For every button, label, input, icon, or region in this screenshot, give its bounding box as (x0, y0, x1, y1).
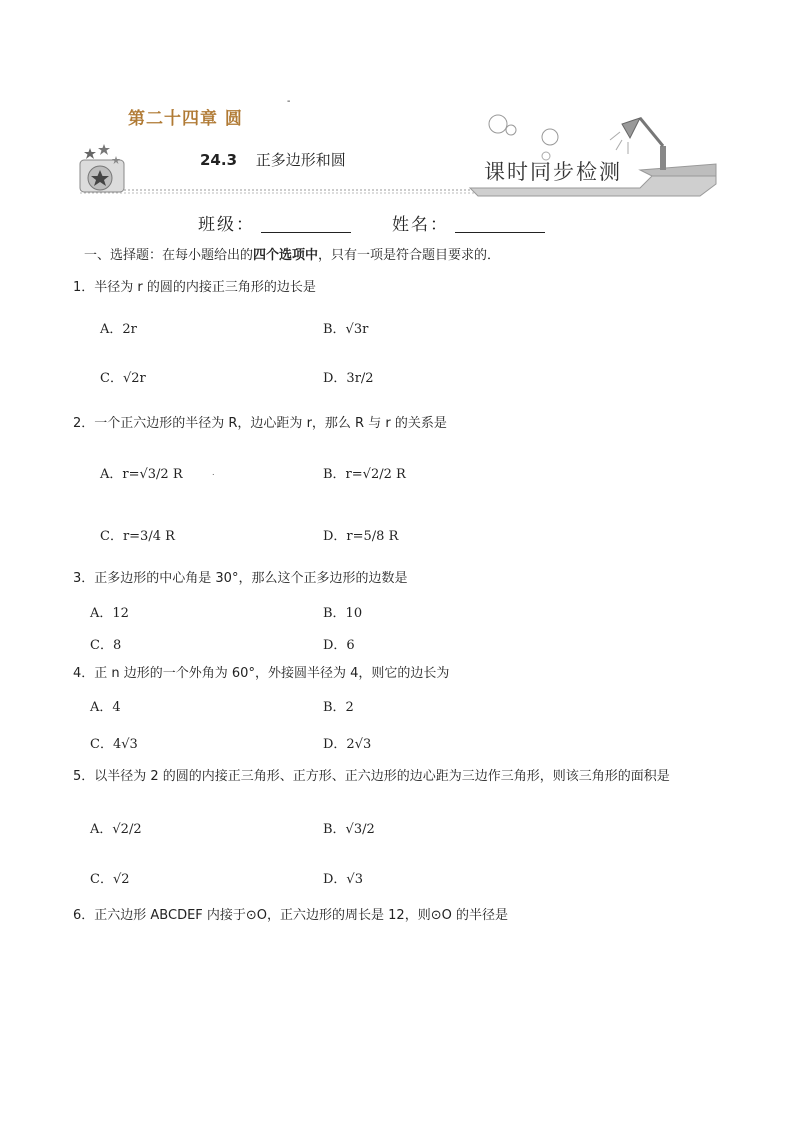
question-5-option-b[interactable]: B．√3/2 (323, 822, 375, 837)
question-2-option-c[interactable]: C．r=3/4 R (100, 529, 175, 544)
question-2-option-a[interactable]: A．r=√3/2 R (100, 467, 183, 482)
name-blank[interactable] (455, 216, 545, 233)
question-4-option-b[interactable]: B．2 (323, 700, 354, 715)
instructions-suffix: ，只有一项是符合题目要求的． (318, 248, 501, 263)
brand-title: 课时同步检测 (484, 160, 622, 184)
question-2-stem: 2．一个正六边形的半径为 R，边心距为 r，那么 R 与 r 的关系是 (73, 416, 447, 431)
class-blank[interactable] (261, 216, 351, 233)
question-1-option-c[interactable]: C．√2r (100, 371, 146, 386)
question-3-option-b[interactable]: B．10 (323, 606, 363, 621)
question-1-option-a[interactable]: A．2r (100, 322, 137, 337)
class-label: 班级： (198, 215, 255, 235)
instructions-emphasis: 四个选项中 (253, 248, 319, 263)
section-title: 正多边形和圆 (255, 151, 346, 169)
name-field (392, 210, 545, 235)
question-5-option-a[interactable]: A．√2/2 (90, 822, 142, 837)
question-1-stem: 1．半径为 r 的圆的内接正三角形的边长是 (73, 280, 316, 295)
question-4-option-a[interactable]: A．4 (90, 700, 121, 715)
question-2-option-b[interactable]: B．r=√2/2 R (323, 467, 406, 482)
question-1-option-d[interactable]: D．3r/2 (323, 371, 374, 386)
question-5-option-d[interactable]: D．√3 (323, 872, 363, 887)
section-number: 24.3 (200, 151, 238, 169)
question-4-option-c[interactable]: C．4√3 (90, 737, 138, 752)
question-6-stem: 6．正六边形 ABCDEF 内接于⊙O，正六边形的周长是 12，则⊙O 的半径是 (73, 908, 508, 923)
header-decoration (0, 0, 794, 200)
question-3-option-a[interactable]: A．12 (90, 606, 129, 621)
question-5-option-c[interactable]: C．√2 (90, 872, 130, 887)
instructions-prefix: 一、选择题：在每小题给出的 (84, 248, 254, 263)
section-heading (200, 149, 346, 170)
class-field (198, 210, 351, 235)
page-header (0, 0, 794, 200)
question-4-option-d[interactable]: D．2√3 (323, 737, 372, 752)
question-4-stem: 4．正 n 边形的一个外角为 60°，外接圆半径为 4，则它的边长为 (73, 666, 450, 681)
question-3-option-c[interactable]: C．8 (90, 638, 122, 653)
stray-mark: . (212, 468, 215, 477)
question-1-option-b[interactable]: B．√3r (323, 322, 369, 337)
chapter-title: 第二十四章 圆 (128, 109, 243, 129)
star-badge-icon (80, 144, 124, 192)
name-label: 姓名： (392, 215, 449, 235)
question-3-stem: 3．正多边形的中心角是 30°，那么这个正多边形的边数是 (73, 571, 408, 586)
question-5-stem: 5．以半径为 2 的圆的内接正三角形、正方形、正六边形的边心距为三边作三角形，则该三角形的面积是 (73, 769, 670, 784)
stray-mark: - (287, 96, 291, 107)
question-2-option-d[interactable]: D．r=5/8 R (323, 529, 399, 544)
section-instructions (84, 247, 500, 265)
question-3-option-d[interactable]: D．6 (323, 638, 355, 653)
